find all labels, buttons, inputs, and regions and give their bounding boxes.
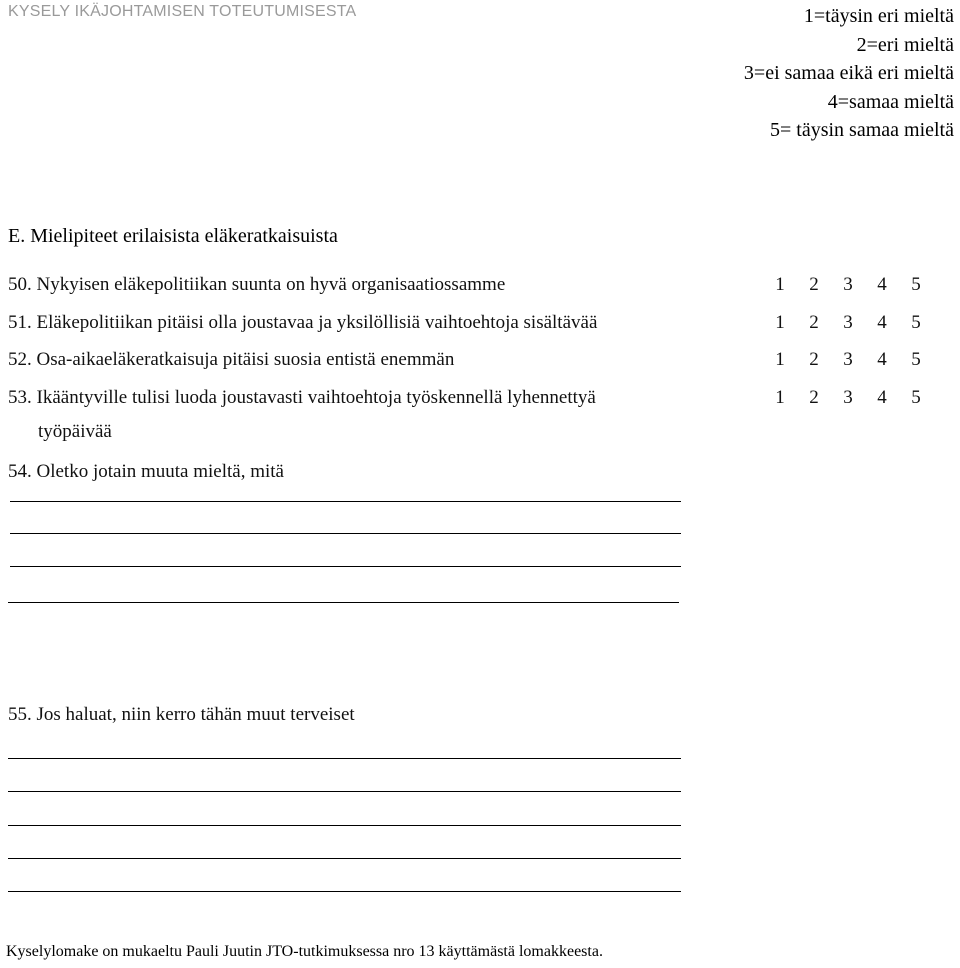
scale-item-5: 5= täysin samaa mieltä [769,119,954,141]
option-5[interactable]: 5 [911,387,921,408]
option-2[interactable]: 2 [809,312,819,333]
option-1[interactable]: 1 [775,387,785,408]
option-1[interactable]: 1 [775,312,785,333]
answer-line[interactable] [8,825,681,826]
survey-title: KYSELY IKÄJOHTAMISEN TOTEUTUMISESTA [8,3,357,20]
option-5[interactable]: 5 [911,349,921,370]
answer-line[interactable] [10,501,681,502]
option-1[interactable]: 1 [775,349,785,370]
option-5[interactable]: 5 [911,312,921,333]
answer-line[interactable] [8,858,681,859]
question-53-text: 53. Ikääntyville tulisi luoda joustavasti vaihtoehtoja työskennellä lyhennettyä [8,387,596,408]
option-4[interactable]: 4 [877,312,887,333]
answer-line[interactable] [8,758,681,759]
question-53-options [773,387,923,409]
option-3[interactable]: 3 [843,349,853,370]
option-4[interactable]: 4 [877,274,887,295]
option-1[interactable]: 1 [775,274,785,295]
question-55: 55. Jos haluat, niin kerro tähän muut terveiset [8,704,355,725]
question-53 [8,387,596,443]
section-title: E. Mielipiteet erilaisista eläkeratkaisuista [8,225,338,247]
question-53-continuation: työpäivää [38,421,112,442]
answer-line[interactable] [10,566,681,567]
option-4[interactable]: 4 [877,349,887,370]
option-2[interactable]: 2 [809,274,819,295]
scale-item-1: 1=täysin eri mieltä [803,5,954,27]
rating-scale-legend [744,2,954,145]
question-54: 54. Oletko jotain muuta mieltä, mitä [8,461,284,482]
question-51: 51. Eläkepolitiikan pitäisi olla joustavaa ja yksilöllisiä vaihtoehtoja sisältävää [8,312,598,333]
option-4[interactable]: 4 [877,387,887,408]
option-3[interactable]: 3 [843,312,853,333]
question-50: 50. Nykyisen eläkepolitiikan suunta on hyvä organisaatiossamme [8,274,506,295]
question-50-options [773,274,923,296]
question-52: 52. Osa-aikaeläkeratkaisuja pitäisi suosia entistä enemmän [8,349,455,370]
scale-item-4: 4=samaa mieltä [827,90,954,113]
question-52-options [773,349,923,371]
answer-line[interactable] [10,533,681,534]
option-2[interactable]: 2 [809,387,819,408]
footer-note: Kyselylomake on mukaeltu Pauli Juutin JTO-tutkimuksessa nro 13 käyttämästä lomakkeesta. [6,943,603,960]
scale-item-3: 3=ei samaa eikä eri mieltä [743,62,954,84]
question-51-options [773,312,923,334]
option-3[interactable]: 3 [843,387,853,408]
option-5[interactable]: 5 [911,274,921,295]
answer-line[interactable] [8,891,681,892]
option-3[interactable]: 3 [843,274,853,295]
scale-item-2: 2=eri mieltä [856,33,954,56]
option-2[interactable]: 2 [809,349,819,370]
answer-line[interactable] [8,602,679,603]
answer-line[interactable] [8,791,681,792]
